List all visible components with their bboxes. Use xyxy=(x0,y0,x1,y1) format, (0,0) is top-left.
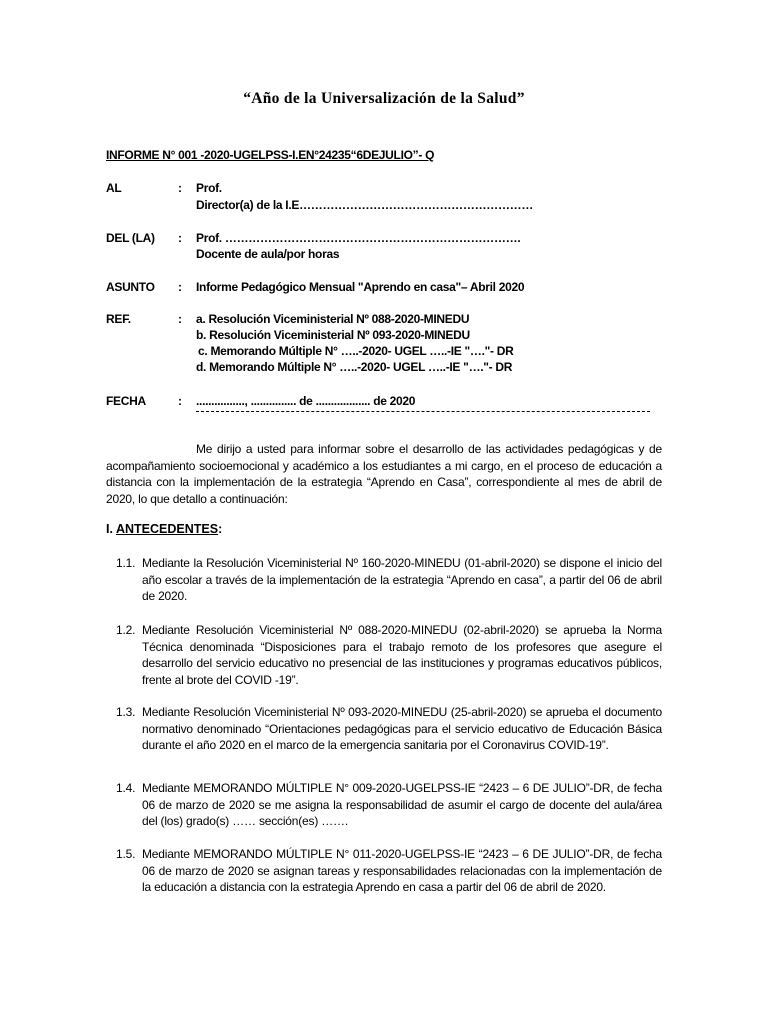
asunto-value: Informe Pedagógico Mensual "Aprendo en casa"– Abril 2020 xyxy=(196,280,525,294)
ref-label: REF. xyxy=(106,312,131,326)
intro-text: Me dirijo a usted para informar sobre el desarrollo de las actividades pedagógicas y de acompañamiento socioemocional y académico a los estudiantes a mi cargo, en el proceso de educación a distancia con la implementación de la estrategia “Aprendo en Casa”, correspondiente al mes de abril de 2020, lo que detallo a continuación: xyxy=(106,442,662,506)
item-text: Mediante la Resolución Viceministerial Nº 160-2020-MINEDU (01-abril-2020) se dispone el inicio del año escolar a través de la implementación de la estrategia “Aprendo en casa”, a partir del 06 de abril de 2020. xyxy=(142,556,662,603)
al-line2: Director(a) de la I.E…………………………………………………… xyxy=(196,198,534,212)
section-number: I. xyxy=(106,522,113,536)
informe-number: INFORME N° 001 -2020-UGELPSS-I.EN°24235“6DEJULIO”- Q xyxy=(106,148,435,162)
fecha-colon: : xyxy=(178,394,182,408)
asunto-colon: : xyxy=(178,280,182,294)
item-number: 1.5. xyxy=(116,847,136,861)
ref-item: c. Memorando Múltiple N° …..-2020- UGEL …..-IE "…."- DR xyxy=(198,344,514,358)
ref-colon: : xyxy=(178,312,182,326)
item-number: 1.1. xyxy=(116,556,136,570)
separator-line xyxy=(196,411,650,412)
item-text: Mediante MEMORANDO MÚLTIPLE N° 009-2020-UGELPSS-IE “2423 – 6 DE JULIO”-DR, de fecha 06 de marzo de 2020 se me asigna la responsabilidad de asumir el cargo de docente del aula/área del (los) grado(s) …… sección(es) ……. xyxy=(142,781,662,828)
item-text: Mediante MEMORANDO MÚLTIPLE N° 011-2020-UGELPSS-IE “2423 – 6 DE JULIO”-DR, de fecha 06 de marzo de 2020 se asignan tareas y responsabilidades relacionadas con la implementación de la educación a distancia con la estrategia Aprendo en casa a partir del 06 de abril de 2020. xyxy=(142,847,662,894)
al-label: AL xyxy=(106,181,122,195)
ref-item: b. Resolución Viceministerial Nº 093-2020-MINEDU xyxy=(196,328,470,342)
item-text: Mediante Resolución Viceministerial Nº 088-2020-MINEDU (02-abril-2020) se aprueba la Norma Técnica denominada “Disposiciones para el trabajo remoto de los profesores que asegure el desarrollo del servicio educativo no presencial de las instituciones y programas educativos públicos, frente al brote del COVID -19”. xyxy=(142,623,662,687)
item-text: Mediante Resolución Viceministerial Nº 093-2020-MINEDU (25-abril-2020) se aprueba el documento normativo denominado “Orientaciones pedagógicas para el servicio educativo de Educación Básica durante el año 2020 en el marco de la emergencia sanitaria por el Coronavirus COVID-19”. xyxy=(142,705,662,752)
section-title: ANTECEDENTES xyxy=(115,522,219,536)
year-title: “Año de la Universalización de la Salud” xyxy=(243,90,525,107)
del-line2: Docente de aula/por horas xyxy=(196,247,340,261)
del-line1: Prof. …………………………………………………………………. xyxy=(196,231,521,245)
section-heading xyxy=(106,522,222,536)
intro-paragraph xyxy=(106,441,662,507)
del-label: DEL (LA) xyxy=(106,231,155,245)
ref-item: d. Memorando Múltiple N° …..-2020- UGEL …..-IE "…."- DR xyxy=(196,360,513,374)
section-colon: : xyxy=(218,522,223,536)
item-number: 1.2. xyxy=(116,623,136,637)
del-colon: : xyxy=(178,231,182,245)
item-number: 1.3. xyxy=(116,705,136,719)
fecha-value: ................, ............... de .................. de 2020 xyxy=(196,394,416,408)
item-number: 1.4. xyxy=(116,781,136,795)
ref-item: a. Resolución Viceministerial Nº 088-2020-MINEDU xyxy=(196,312,470,326)
al-line1: Prof. xyxy=(196,181,222,195)
asunto-label: ASUNTO xyxy=(106,280,155,294)
al-colon: : xyxy=(178,181,182,195)
fecha-label: FECHA xyxy=(106,394,146,408)
